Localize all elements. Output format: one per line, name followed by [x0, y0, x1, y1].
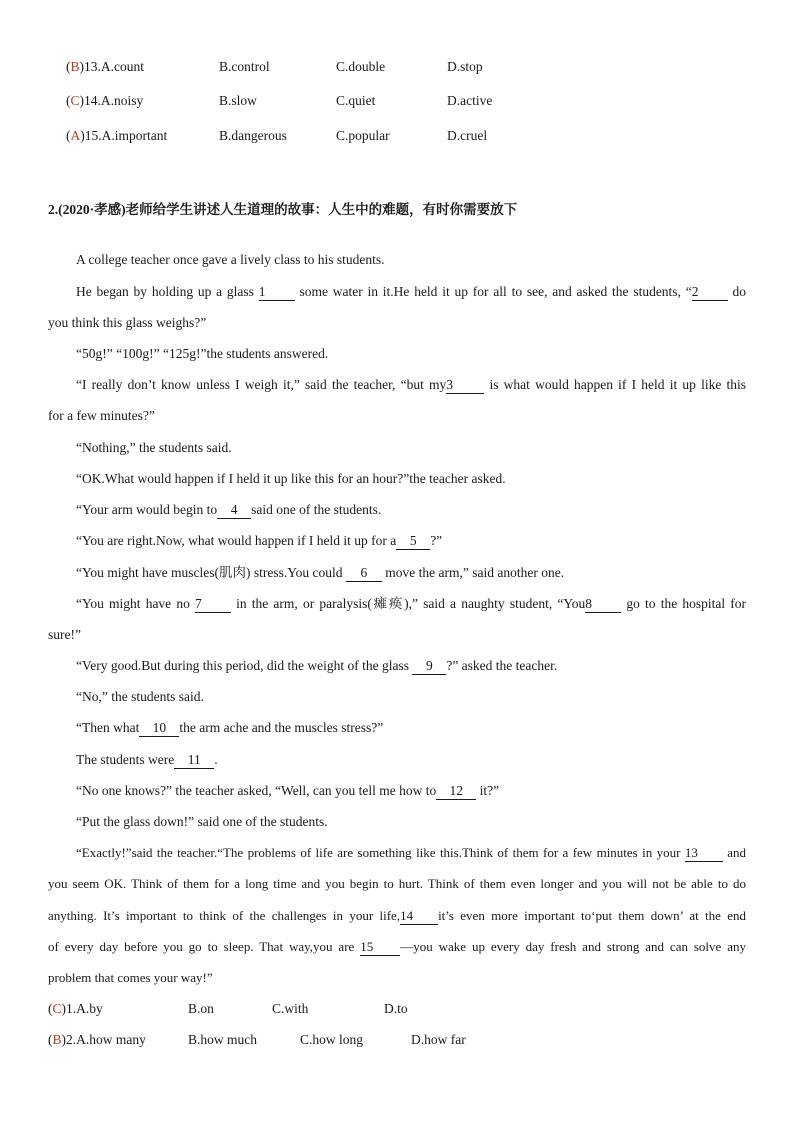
story-line: you think this glass weighs?” — [48, 315, 207, 330]
option-c: C.quiet — [336, 93, 376, 108]
story-line: “You might have no 7 in the arm, or paralysis(瘫痪),” said a naughty student, “You8 go to the hospital for — [76, 596, 746, 611]
option-row-13 — [66, 57, 566, 77]
blank-13: 13 — [685, 845, 723, 862]
option-b: B.control — [219, 59, 270, 74]
blank-5: 5 — [396, 533, 430, 550]
blank-6: 6 — [346, 565, 382, 582]
story-line: “You might have muscles(肌肉) stress.You could 6 move the arm,” said another one. — [76, 565, 565, 580]
option-d: D.to — [384, 1001, 408, 1016]
option-row-2 — [48, 1030, 548, 1050]
option-d: D.active — [447, 93, 493, 108]
question-15: (A)15.A.important — [66, 128, 168, 143]
answer-letter: C — [52, 1001, 62, 1016]
story-line: “Then what 10 the arm ache and the muscles stress?” — [76, 720, 384, 735]
answer-letter: B — [52, 1032, 62, 1047]
option-c: C.double — [336, 59, 386, 74]
answer-letter: C — [70, 93, 80, 108]
answer-letter: A — [70, 128, 81, 143]
story-line: “Exactly!”said the teacher.“The problems of life are something like this.Think of them for a few minutes in your 13 and — [76, 845, 746, 860]
story-line: for a few minutes?” — [48, 408, 155, 423]
blank-12: 12 — [436, 783, 476, 800]
blank-3: 3 — [446, 377, 484, 394]
story-line: He began by holding up a glass 1 some water in it.He held it up for all to see, and asked the students, “2 do — [76, 284, 746, 299]
blank-7: 7 — [195, 596, 231, 613]
option-row-14 — [66, 91, 566, 111]
option-c: C.how long — [300, 1032, 364, 1047]
answer-letter: B — [70, 59, 80, 74]
question-14: (C)14.A.noisy — [66, 93, 144, 108]
question-2: (B)2.A.how many — [48, 1032, 146, 1047]
blank-14: 14 — [400, 908, 438, 925]
option-row-15 — [66, 126, 566, 146]
option-row-1 — [48, 999, 548, 1019]
question-13: (B)13.A.count — [66, 59, 145, 74]
option-c: C.with — [272, 1001, 309, 1016]
blank-4: 4 — [217, 502, 251, 519]
story-line: you seem OK. Think of them for a long time and you begin to hurt. Think of them even longer and you will not be able to do — [48, 876, 746, 891]
story-line: “Put the glass down!” said one of the students. — [76, 814, 328, 829]
story-line: anything. It’s important to think of the challenges in your life,14 it’s even more important to‘put them down’ at the end — [48, 908, 746, 923]
blank-2: 2 — [692, 284, 728, 301]
blank-9: 9 — [412, 658, 446, 675]
story-line: “I really don’t know unless I weigh it,” said the teacher, “but my3 is what would happen if I held it up like this — [76, 377, 747, 392]
question-1: (C)1.A.by — [48, 1001, 103, 1016]
option-d: D.cruel — [447, 128, 488, 143]
option-d: D.how far — [411, 1032, 466, 1047]
story-line: The students were 11 . — [76, 752, 218, 767]
story-line: problem that comes your way!” — [48, 970, 213, 985]
story-line: sure!” — [48, 627, 81, 642]
story-line: “Your arm would begin to 4 said one of the students. — [76, 502, 382, 517]
option-b: B.dangerous — [219, 128, 287, 143]
story-line: “Nothing,” the students said. — [76, 440, 232, 455]
story-line: of every day before you go to sleep. That way,you are 15 —you wake up every day fresh and strong and can solve any — [48, 939, 746, 954]
option-d: D.stop — [447, 59, 483, 74]
blank-10: 10 — [139, 720, 179, 737]
story-paragraph-1: A college teacher once gave a lively class to his students. — [76, 252, 385, 267]
story-line: “No,” the students said. — [76, 689, 204, 704]
option-b: B.how much — [188, 1032, 257, 1047]
story-line: “Very good.But during this period, did the weight of the glass 9 ?” asked the teacher. — [76, 658, 558, 673]
option-c: C.popular — [336, 128, 390, 143]
blank-11: 11 — [174, 752, 214, 769]
story-line: “50g!” “100g!” “125g!”the students answered. — [76, 346, 329, 361]
story-line: “OK.What would happen if I held it up like this for an hour?”the teacher asked. — [76, 471, 506, 486]
section-heading: 2.(2020·孝感)老师给学生讲述人生道理的故事：人生中的难题，有时你需要放下 — [48, 202, 518, 217]
story-line: “You are right.Now, what would happen if I held it up for a 5 ?” — [76, 533, 443, 548]
blank-1: 1 — [259, 284, 295, 301]
option-b: B.on — [188, 1001, 214, 1016]
blank-15: 15 — [360, 939, 400, 956]
option-b: B.slow — [219, 93, 257, 108]
blank-8: 8 — [585, 596, 621, 613]
story-line: “No one knows?” the teacher asked, “Well, can you tell me how to 12 it?” — [76, 783, 500, 798]
